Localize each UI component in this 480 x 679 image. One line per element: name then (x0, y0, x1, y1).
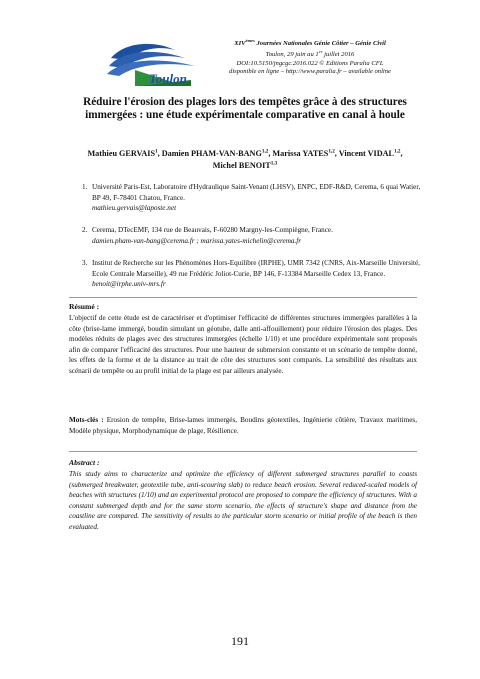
affiliation-item (82, 258, 422, 290)
affiliation-text: Université Paris-Est, Laboratoire d'Hydraulique Saint-Venant (LHSV), ENPC, EDF-R&D, Cerema, 6 quai Watier, BP 49, F-78401 Chatou, France. (92, 183, 421, 202)
conference-logo (105, 36, 201, 92)
doi-line: DOI:10.5150/jngcgc.2016.022 © Editions Paralia CFL (236, 59, 384, 67)
author-list (75, 146, 415, 171)
keywords (69, 415, 417, 436)
resume-text: L'objectif de cette étude est de caractériser et d'optimiser l'efficacité de différentes structures immergées parallèles à la côte (brise-lame immergé, boudin simulant un géotube, dalle anti-affouillement) pour réduire l'érosion des plages. Des modèles réduits de plages avec des structures immergées (échelle 1/10) et une procédure expérimentale sont proposés afin de comparer l'efficacité des structures. Pour une hauteur de submersion constante et un scénario de tempête donné, les effets de la forme et de la distance au trait de côte des structures sont comparés. La sensibilité des résultats aux scénarii de tempête ou au profil initial de la plage est par ailleurs analysée. (69, 314, 417, 375)
affiliation-email[interactable]: damien.pham-van-bang@cerema.fr ; marissa.yates-michelin@cerema.fr (92, 236, 302, 245)
affiliation-number: 1. (82, 183, 88, 191)
author: Michel BENOIT$^{1,3}$ (212, 160, 278, 171)
section-divider (69, 297, 417, 298)
author: Mathieu GERVAIS$^1$, (87, 148, 162, 158)
abstract-text: This study aims to characterize and optimize the efficiency of different submerged structures parallel to coasts (submerged breakwater, geotextile tube, anti-scouring slab) to reduce beach erosion. Several reduced-scaled models of beaches with structures (1/10) and an experimental protocol are proposed to compare the efficiency of structures. With a constant submerged depth and for the same storm scenario, the effects of structure's shape and distance from the coastline are compared. The sensitivity of results to the particular storm scenario or initial profile of the beach is then evaluated. (69, 470, 417, 531)
wave-logo-icon (105, 36, 201, 92)
keywords-label: Mots-clés : (69, 416, 104, 424)
availability-line: disponible en ligne – http://www.paralia.fr – available online (229, 67, 391, 75)
affiliation-email[interactable]: benoit@irphe.univ-mrs.fr (92, 280, 166, 289)
affiliation-email[interactable]: mathieu.gervais@laposte.net (92, 204, 177, 213)
author: Marissa YATES$^{1,2}$, (272, 148, 339, 158)
affiliation-text: Cerema, DTecEMF, 134 rue de Beauvais, F-60280 Margny-les-Compiègne, France. (92, 226, 333, 234)
author: Vincent VIDAL$^{1,2}$, (338, 148, 403, 158)
affiliation-number: 2. (82, 226, 88, 234)
conference-date-line: Toulon, 29 juin au 1er juillet 2016 (265, 49, 355, 59)
affiliation-item (82, 225, 422, 246)
affiliation-text: Institut de Recherche sur les Phénomènes Hors-Equilibre (IRPHE), UMR 7342 (CNRS, Aix-Marseille Université, Ecole Centrale Marseille), 49 rue Frédéric Joliot-Curie, BP 146, F-13384 Marseille Cedex 13, France. (92, 259, 420, 278)
page-number: 191 (231, 634, 249, 648)
affiliation-item (82, 182, 422, 214)
abstract-heading: Abstract : (69, 458, 100, 467)
conference-header (200, 37, 420, 76)
author: Damien PHAM-VAN-BANG$^{1,2}$, (161, 148, 273, 158)
section-divider (69, 451, 417, 452)
resume-heading: Résumé : (69, 302, 100, 311)
paper-title: Réduire l'érosion des plages lors des tempêtes grâce à des structures immergées : une étude expérimentale comparative en canal à houle (83, 96, 407, 121)
keywords-list: Erosion de tempête, Brise-lames immergés, Boudins géotextiles, Ingénierie côtière, Travaux maritimes, Modèle physique, Morphodynamique de plage, Résilience. (69, 416, 417, 435)
logo-text: Toulon (149, 71, 187, 86)
conference-title-line: XIVèmes Journées Nationales Génie Côtier – Génie Civil (234, 38, 386, 48)
affiliation-number: 3. (82, 259, 88, 267)
